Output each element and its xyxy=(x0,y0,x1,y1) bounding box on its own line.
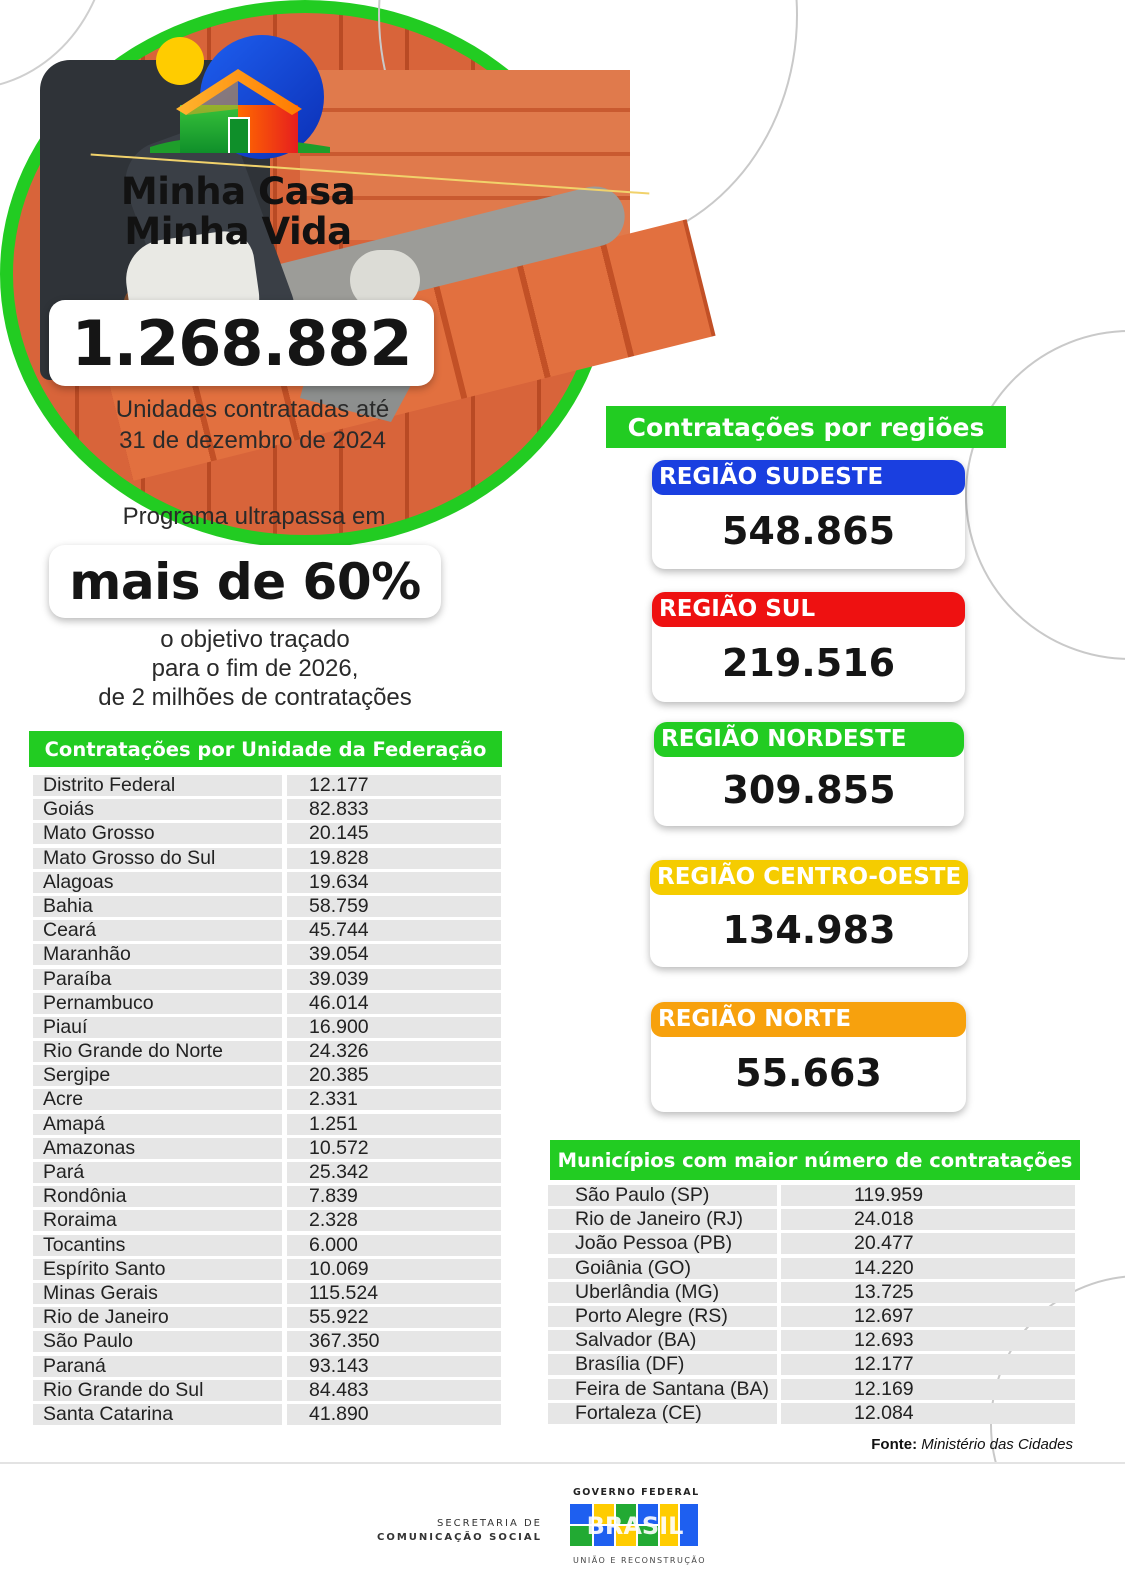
uf-value: 39.039 xyxy=(287,969,501,990)
caption-line: para o fim de 2026, xyxy=(151,655,359,682)
uf-value: 7.839 xyxy=(287,1186,501,1207)
uf-name: Roraima xyxy=(33,1210,282,1231)
city-name: João Pessoa (PB) xyxy=(548,1233,777,1254)
uf-name: Rondônia xyxy=(33,1186,282,1207)
gov-federal-label: GOVERNO FEDERAL xyxy=(573,1487,700,1498)
city-value: 13.725 xyxy=(781,1282,1075,1303)
uf-value: 20.385 xyxy=(287,1065,501,1086)
table-row xyxy=(33,944,503,968)
uf-name: Mato Grosso do Sul xyxy=(33,848,282,869)
region-card xyxy=(650,860,968,967)
region-value: 134.983 xyxy=(722,908,896,952)
uf-value: 2.331 xyxy=(287,1089,501,1110)
region-card xyxy=(652,592,965,702)
region-label: REGIÃO SUL xyxy=(652,592,965,627)
city-name: Porto Alegre (RS) xyxy=(548,1306,777,1327)
uf-name: Sergipe xyxy=(33,1065,282,1086)
table-row xyxy=(33,1041,503,1065)
uf-value: 39.054 xyxy=(287,944,501,965)
table-row xyxy=(33,775,503,799)
uf-name: São Paulo xyxy=(33,1331,282,1352)
uf-name: Goiás xyxy=(33,799,282,820)
source-note xyxy=(871,1436,1073,1453)
region-label: REGIÃO NORTE xyxy=(651,1002,966,1037)
table-row xyxy=(548,1379,1078,1403)
region-label: REGIÃO NORDESTE xyxy=(654,722,964,757)
uf-name: Bahia xyxy=(33,896,282,917)
table-row xyxy=(548,1354,1078,1378)
decorative-arc-right xyxy=(965,330,1125,660)
region-value: 309.855 xyxy=(722,768,896,812)
table-row xyxy=(33,1017,503,1041)
table-row xyxy=(33,920,503,944)
region-label: REGIÃO SUDESTE xyxy=(652,460,965,495)
table-row xyxy=(33,993,503,1017)
cities-table-title: Municípios com maior número de contratações xyxy=(550,1140,1080,1180)
minha-casa-minha-vida-logo xyxy=(150,35,330,160)
uf-value: 12.177 xyxy=(287,775,501,796)
total-units-caption xyxy=(60,394,445,456)
table-row xyxy=(33,1210,503,1234)
table-row xyxy=(548,1330,1078,1354)
uf-name: Rio de Janeiro xyxy=(33,1307,282,1328)
table-row xyxy=(548,1306,1078,1330)
progress-caption xyxy=(50,625,460,712)
uf-value: 367.350 xyxy=(287,1331,501,1352)
table-row xyxy=(33,823,503,847)
brand-name-line1: Minha Casa xyxy=(120,170,356,213)
region-value: 219.516 xyxy=(721,641,896,685)
city-name: Fortaleza (CE) xyxy=(548,1403,777,1424)
region-value: 548.865 xyxy=(721,509,896,553)
regions-title: Contratações por regiões xyxy=(606,406,1006,448)
uf-name: Minas Gerais xyxy=(33,1283,282,1304)
region-card xyxy=(652,460,965,569)
table-row xyxy=(33,969,503,993)
table-row xyxy=(548,1233,1078,1257)
source-label: Fonte: xyxy=(871,1436,918,1453)
uf-name: Pará xyxy=(33,1162,282,1183)
region-label: REGIÃO CENTRO-OESTE xyxy=(650,860,968,895)
table-row xyxy=(33,1162,503,1186)
brasil-word: BRASIL xyxy=(586,1512,684,1540)
uf-table xyxy=(33,775,503,1428)
table-row xyxy=(33,1089,503,1113)
secom-line1: SECRETARIA DE xyxy=(436,1518,542,1529)
table-row xyxy=(548,1258,1078,1282)
uf-name: Mato Grosso xyxy=(33,823,282,844)
uf-name: Distrito Federal xyxy=(33,775,282,796)
city-value: 12.169 xyxy=(781,1379,1075,1400)
city-name: Rio de Janeiro (RJ) xyxy=(548,1209,777,1230)
uf-value: 1.251 xyxy=(287,1114,501,1135)
uf-name: Santa Catarina xyxy=(33,1404,282,1425)
table-row xyxy=(33,848,503,872)
uf-name: Paraíba xyxy=(33,969,282,990)
uf-value: 6.000 xyxy=(287,1235,501,1256)
uf-name: Rio Grande do Norte xyxy=(33,1041,282,1062)
progress-intro: Programa ultrapassa em xyxy=(122,503,386,530)
secom-line2: COMUNICAÇÃO SOCIAL xyxy=(376,1532,542,1543)
uf-name: Amapá xyxy=(33,1114,282,1135)
table-row xyxy=(548,1209,1078,1233)
table-row xyxy=(33,896,503,920)
uf-value: 55.922 xyxy=(287,1307,501,1328)
table-row xyxy=(33,1356,503,1380)
table-row xyxy=(33,1186,503,1210)
uf-value: 19.634 xyxy=(287,872,501,893)
region-value: 55.663 xyxy=(735,1051,882,1095)
caption-line: o objetivo traçado xyxy=(160,626,350,653)
table-row xyxy=(548,1403,1078,1427)
table-row xyxy=(33,1283,503,1307)
source-value: Ministério das Cidades xyxy=(921,1436,1073,1453)
progress-headline: mais de 60% xyxy=(49,545,441,618)
brasil-logo xyxy=(570,1500,700,1552)
cities-table xyxy=(548,1185,1078,1427)
uf-value: 58.759 xyxy=(287,896,501,917)
region-card xyxy=(651,1002,966,1112)
city-name: Goiânia (GO) xyxy=(548,1258,777,1279)
uf-value: 19.828 xyxy=(287,848,501,869)
gov-slogan: UNIÃO E RECONSTRUÇÃO xyxy=(573,1556,707,1565)
table-row xyxy=(33,1065,503,1089)
city-name: Salvador (BA) xyxy=(548,1330,777,1351)
total-units-value: 1.268.882 xyxy=(49,300,434,386)
brand-name-line2: Minha Vida xyxy=(124,210,352,253)
table-row xyxy=(33,1331,503,1355)
city-name: Uberlândia (MG) xyxy=(548,1282,777,1303)
city-value: 12.177 xyxy=(781,1354,1075,1375)
table-row xyxy=(33,1307,503,1331)
uf-value: 46.014 xyxy=(287,993,501,1014)
uf-value: 82.833 xyxy=(287,799,501,820)
uf-name: Alagoas xyxy=(33,872,282,893)
table-row xyxy=(33,1235,503,1259)
city-value: 12.693 xyxy=(781,1330,1075,1351)
table-row xyxy=(33,799,503,823)
table-row xyxy=(33,1138,503,1162)
uf-value: 25.342 xyxy=(287,1162,501,1183)
table-row xyxy=(548,1282,1078,1306)
table-row xyxy=(33,1404,503,1428)
city-value: 24.018 xyxy=(781,1209,1075,1230)
caption-line: Unidades contratadas até xyxy=(115,396,390,423)
uf-name: Espírito Santo xyxy=(33,1259,282,1280)
table-row xyxy=(33,1114,503,1138)
city-name: Feira de Santana (BA) xyxy=(548,1379,777,1400)
caption-line: de 2 milhões de contratações xyxy=(98,684,412,711)
uf-value: 115.524 xyxy=(287,1283,501,1304)
uf-table-title: Contratações por Unidade da Federação xyxy=(29,731,502,767)
city-name: São Paulo (SP) xyxy=(548,1185,777,1206)
city-value: 20.477 xyxy=(781,1233,1075,1254)
uf-value: 20.145 xyxy=(287,823,501,844)
city-value: 12.084 xyxy=(781,1403,1075,1424)
city-value: 119.959 xyxy=(781,1185,1075,1206)
uf-name: Pernambuco xyxy=(33,993,282,1014)
uf-value: 41.890 xyxy=(287,1404,501,1425)
table-row xyxy=(33,1259,503,1283)
uf-value: 84.483 xyxy=(287,1380,501,1401)
uf-value: 16.900 xyxy=(287,1017,501,1038)
uf-name: Ceará xyxy=(33,920,282,941)
uf-value: 93.143 xyxy=(287,1356,501,1377)
city-value: 12.697 xyxy=(781,1306,1075,1327)
uf-name: Paraná xyxy=(33,1356,282,1377)
uf-name: Amazonas xyxy=(33,1138,282,1159)
uf-value: 10.069 xyxy=(287,1259,501,1280)
uf-value: 10.572 xyxy=(287,1138,501,1159)
region-card xyxy=(654,722,964,826)
uf-value: 45.744 xyxy=(287,920,501,941)
uf-name: Piauí xyxy=(33,1017,282,1038)
city-value: 14.220 xyxy=(781,1258,1075,1279)
uf-name: Rio Grande do Sul xyxy=(33,1380,282,1401)
uf-name: Tocantins xyxy=(33,1235,282,1256)
caption-line: 31 de dezembro de 2024 xyxy=(119,427,386,454)
uf-name: Acre xyxy=(33,1089,282,1110)
table-row xyxy=(548,1185,1078,1209)
uf-value: 2.328 xyxy=(287,1210,501,1231)
table-row xyxy=(33,872,503,896)
footer xyxy=(0,1462,1125,1591)
uf-name: Maranhão xyxy=(33,944,282,965)
table-row xyxy=(33,1380,503,1404)
uf-value: 24.326 xyxy=(287,1041,501,1062)
city-name: Brasília (DF) xyxy=(548,1354,777,1375)
